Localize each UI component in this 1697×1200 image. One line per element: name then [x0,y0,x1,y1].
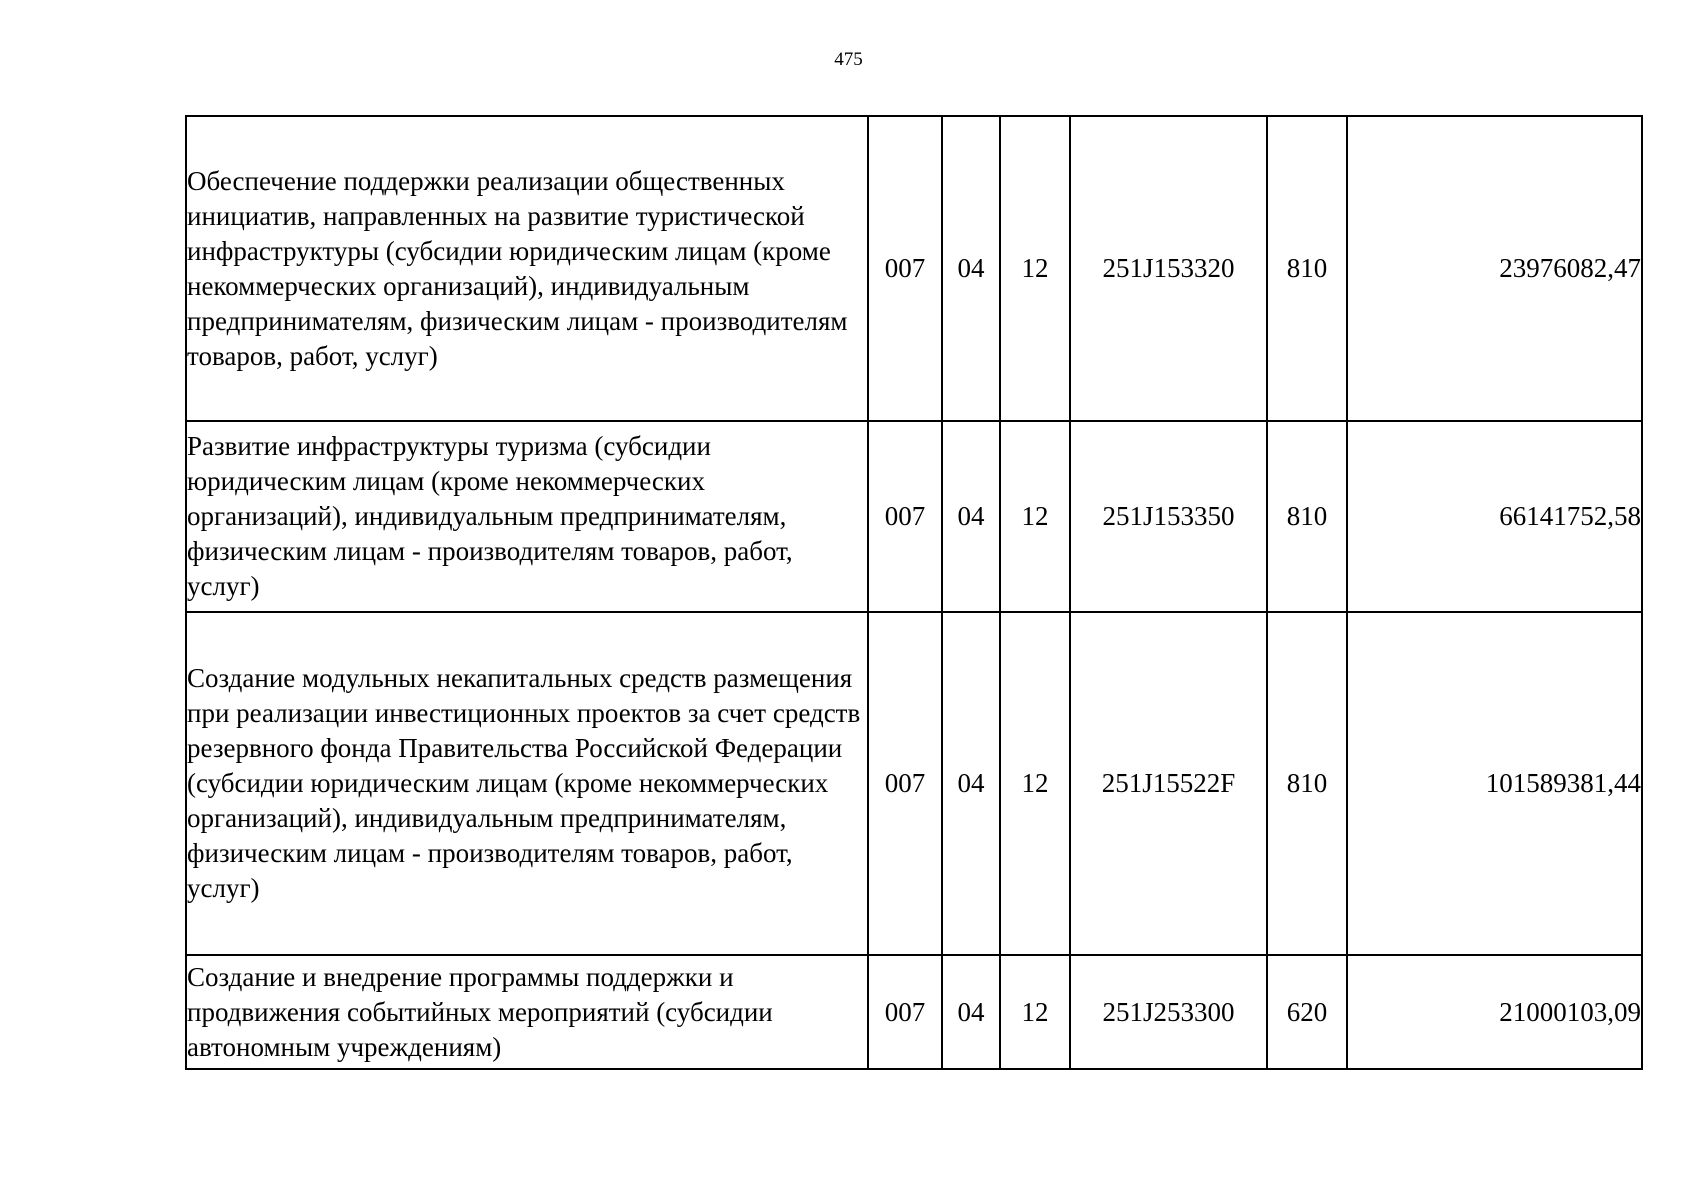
row-description: Обеспечение поддержки реализации общественных инициатив, направленных на развитие туристической инфраструктуры (субсидии юридическим лицам (кроме некоммерческих организаций), индивидуальным предпринимателям, физическим лицам - производителям товаров, работ, услуг) [186,116,868,421]
target-article-cell: 251J153320 [1070,116,1267,421]
amount-cell: 101589381,44 [1347,612,1642,955]
target-article-cell: 251J153350 [1070,421,1267,612]
row-description: Создание модульных некапитальных средств размещения при реализации инвестиционных проектов за счет средств резервного фонда Правительства Российской Федерации (субсидии юридическим лицам (кроме некоммерческих организаций), индивидуальным предпринимателям, физическим лицам - производителям товаров, работ, услуг) [186,612,868,955]
expense-type-cell: 810 [1267,116,1347,421]
table-row [186,116,1642,421]
ministry-code-cell: 007 [868,116,942,421]
section-cell: 04 [942,612,1000,955]
page-number: 475 [834,49,863,70]
row-description: Развитие инфраструктуры туризма (субсидии юридическим лицам (кроме некоммерческих организаций), индивидуальным предпринимателям, физическим лицам - производителям товаров, работ, услуг) [186,421,868,612]
ministry-code-cell: 007 [868,421,942,612]
table-row [186,421,1642,612]
amount-cell: 21000103,09 [1347,955,1642,1069]
table-row [186,612,1642,955]
subsection-cell: 12 [1000,955,1070,1069]
amount-cell: 66141752,58 [1347,421,1642,612]
section-cell: 04 [942,955,1000,1069]
target-article-cell: 251J253300 [1070,955,1267,1069]
section-cell: 04 [942,421,1000,612]
ministry-code-cell: 007 [868,955,942,1069]
target-article-cell: 251J15522F [1070,612,1267,955]
expense-type-cell: 810 [1267,612,1347,955]
subsection-cell: 12 [1000,612,1070,955]
table-row [186,955,1642,1069]
budget-table [185,115,1643,1070]
expense-type-cell: 810 [1267,421,1347,612]
row-description: Создание и внедрение программы поддержки и продвижения событийных мероприятий (субсидии автономным учреждениям) [186,955,868,1069]
ministry-code-cell: 007 [868,612,942,955]
amount-cell: 23976082,47 [1347,116,1642,421]
subsection-cell: 12 [1000,421,1070,612]
expense-type-cell: 620 [1267,955,1347,1069]
section-cell: 04 [942,116,1000,421]
subsection-cell: 12 [1000,116,1070,421]
